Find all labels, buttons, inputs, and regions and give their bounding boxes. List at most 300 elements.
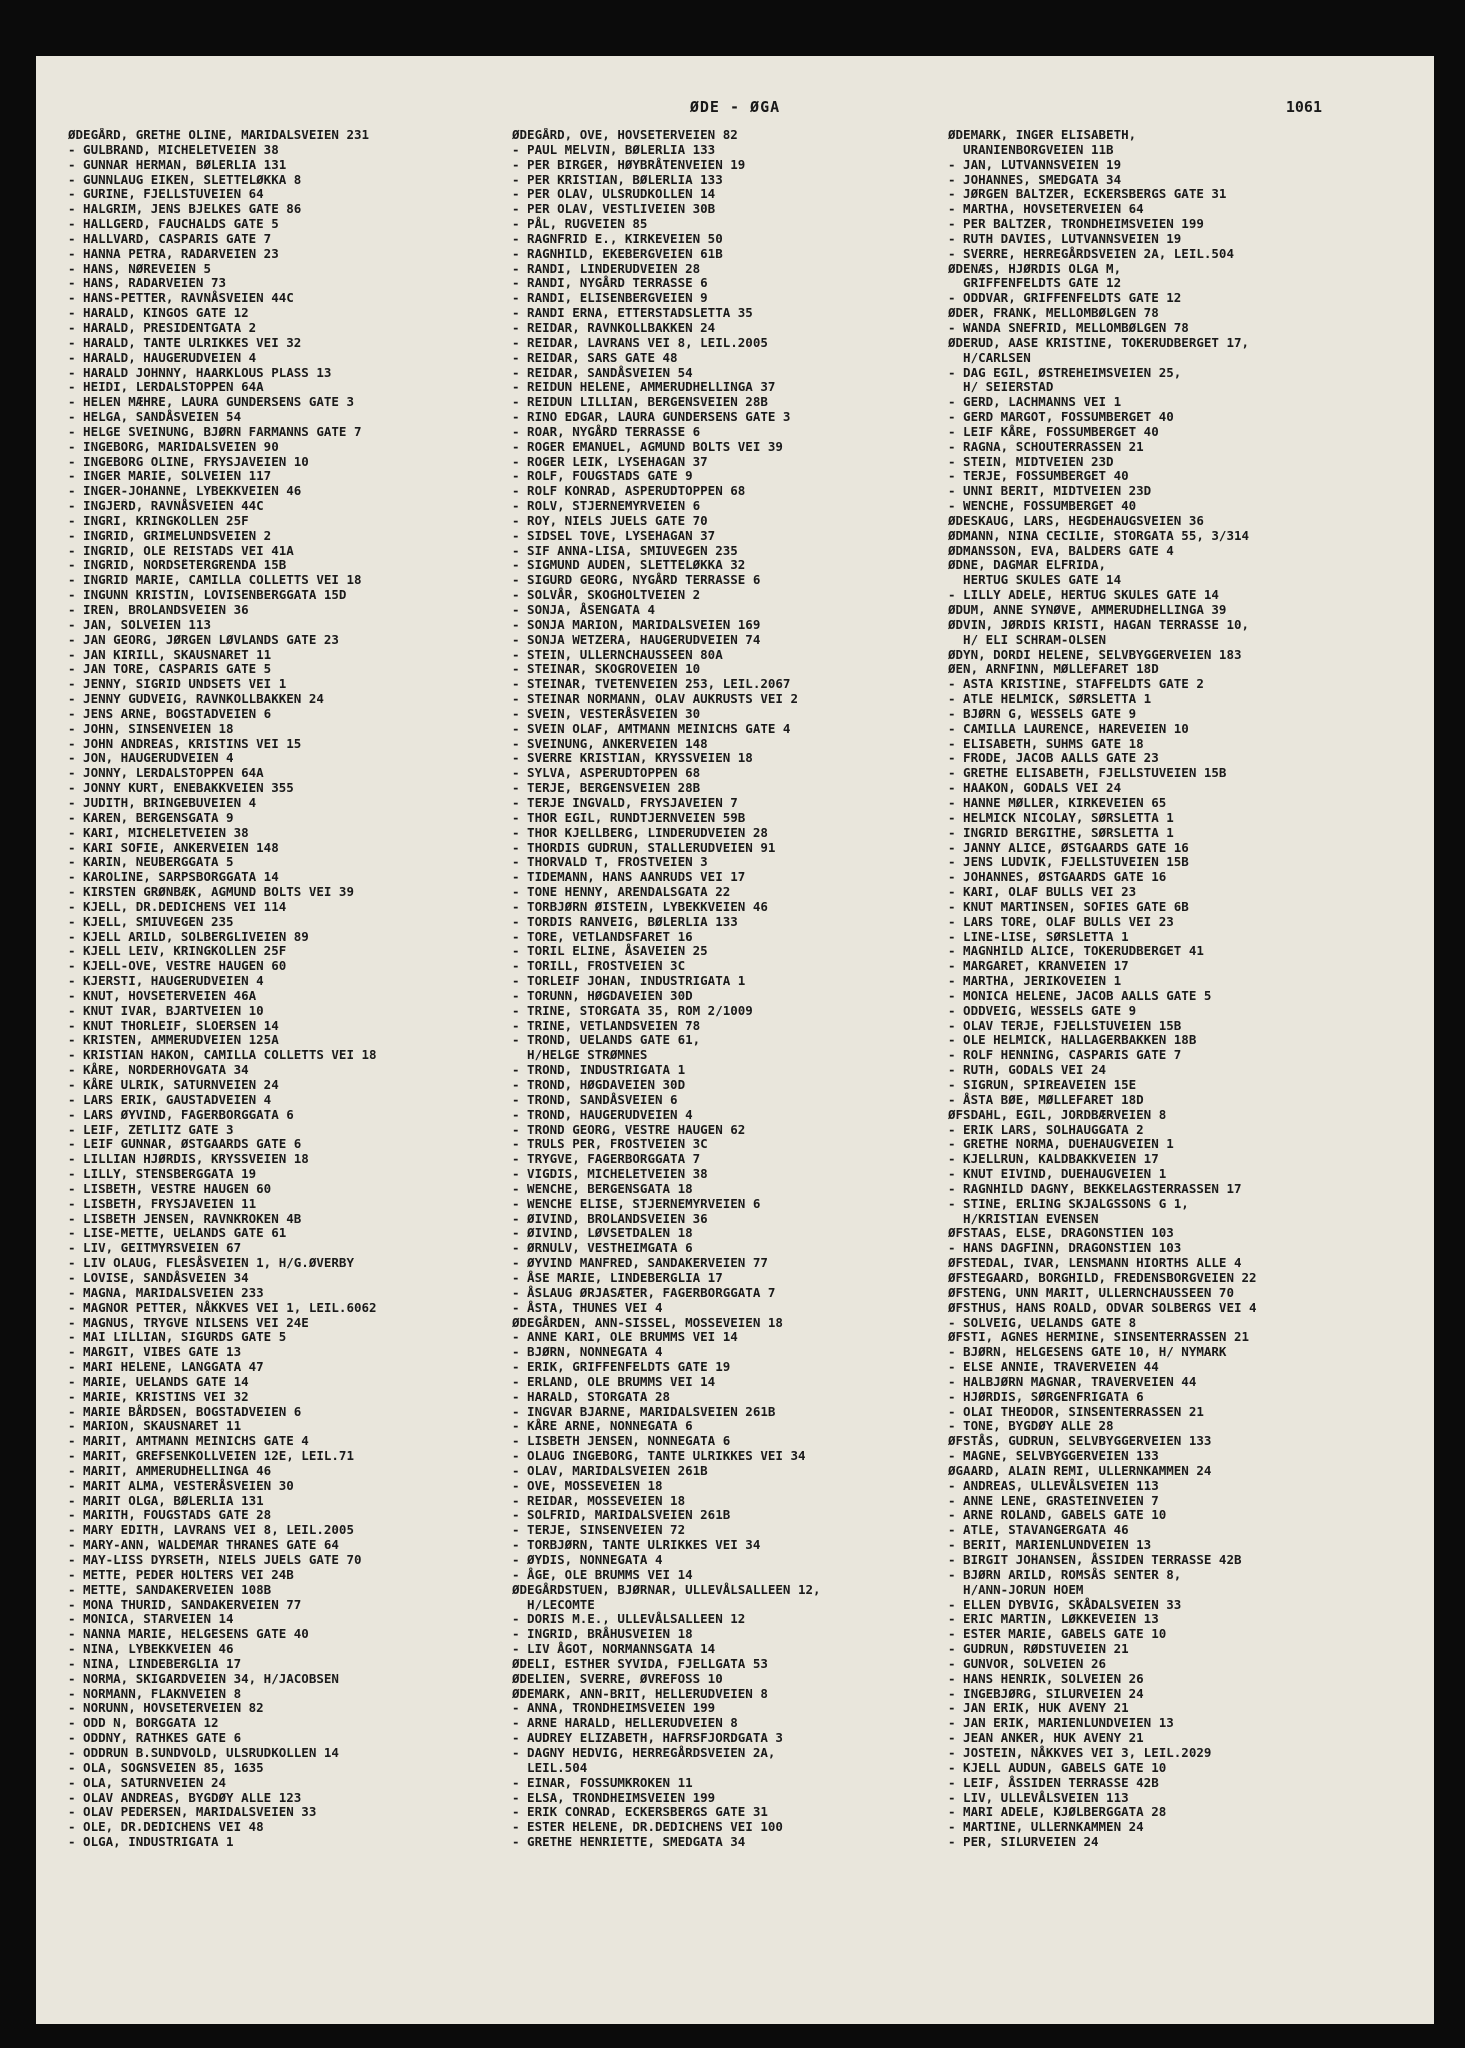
directory-entry: - ERIK CONRAD, ECKERSBERGS GATE 31	[512, 1804, 768, 1820]
directory-entry: - SOLVEIG, UELANDS GATE 8	[948, 1314, 1137, 1330]
directory-entry: - ØRNULV, VESTHEIMGATA 6	[512, 1240, 693, 1256]
directory-entry: - MARGARET, KRANVEIEN 17	[948, 958, 1129, 974]
directory-entry: HERTUG SKULES GATE 14	[948, 572, 1122, 588]
directory-entry: - ATLE, STAVANGERGATA 46	[948, 1522, 1129, 1538]
directory-entry: - BJØRN, NONNEGATA 4	[512, 1344, 663, 1360]
directory-entry: - REIDAR, LAVRANS VEI 8, LEIL.2005	[512, 334, 768, 350]
directory-entry: - NORUNN, HOVSETERVEIEN 82	[68, 1700, 264, 1716]
directory-entry: - HARALD, KINGOS GATE 12	[68, 305, 249, 321]
directory-entry: H/KRISTIAN EVENSEN	[948, 1210, 1099, 1226]
directory-entry: ØFSTAAS, ELSE, DRAGONSTIEN 103	[948, 1225, 1174, 1241]
directory-entry: - VIGDIS, MICHELETVEIEN 38	[512, 1166, 708, 1182]
directory-entry: - MARGIT, VIBES GATE 13	[68, 1344, 242, 1360]
directory-entry: - LEIF, ZETLITZ GATE 3	[68, 1121, 234, 1137]
directory-entry: ØDMANN, NINA CECILIE, STORGATA 55, 3/314	[948, 527, 1250, 543]
directory-entry: - OLAUG INGEBORG, TANTE ULRIKKES VEI 34	[512, 1448, 806, 1464]
directory-entry: - DAG EGIL, ØSTREHEIMSVEIEN 25,	[948, 364, 1182, 380]
directory-entry: - LOVISE, SANDÅSVEIEN 34	[68, 1269, 249, 1285]
directory-entry: - MAY-LISS DYRSETH, NIELS JUELS GATE 70	[68, 1552, 362, 1567]
directory-entry: - KJELL, SMIUVEGEN 235	[68, 913, 234, 929]
directory-entry: - MAGNE, SELVBYGGERVEIEN 133	[948, 1448, 1159, 1464]
directory-entry: - SOLVÅR, SKOGHOLTVEIEN 2	[512, 587, 701, 603]
directory-entry: - LILLY ADELE, HERTUG SKULES GATE 14	[948, 587, 1219, 603]
directory-entry: - THOR EGIL, RUNDTJERNVEIEN 59B	[512, 809, 746, 825]
directory-entry: - HANS-PETTER, RAVNÅSVEIEN 44C	[68, 290, 294, 306]
directory-entry: - HANS HENRIK, SOLVEIEN 26	[948, 1670, 1144, 1686]
directory-entry: - INGRID MARIE, CAMILLA COLLETTS VEI 18	[68, 572, 362, 588]
directory-entry: - SIGRUN, SPIREAVEIEN 15E	[948, 1077, 1137, 1092]
directory-entry: - LIV, ULLEVÅLSVEIEN 113	[948, 1789, 1129, 1805]
directory-entry: ØDEGÅRDEN, ANN-SISSEL, MOSSEVEIEN 18	[512, 1314, 783, 1330]
directory-entry: - MARTHA, JERIKOVEIEN 1	[948, 973, 1122, 989]
directory-entry: - LISBETH JENSEN, RAVNKROKEN 4B	[68, 1210, 302, 1226]
directory-entry: - LISBETH, VESTRE HAUGEN 60	[68, 1180, 272, 1196]
directory-entry: - OLE HELMICK, HALLAGERBAKKEN 18B	[948, 1032, 1197, 1048]
directory-entry: - SONJA WETZERA, HAUGERUDVEIEN 74	[512, 631, 761, 647]
directory-entry: - RANDI, ELISENBERGVEIEN 9	[512, 290, 708, 306]
directory-entry: - LILLIAN HJØRDIS, KRYSSVEIEN 18	[68, 1151, 309, 1167]
directory-entry: H/LECOMTE	[512, 1596, 595, 1612]
directory-entry: - SIGMUND AUDEN, SLETTELØKKA 32	[512, 557, 746, 573]
directory-entry: - MONICA, STARVEIEN 14	[68, 1611, 234, 1627]
directory-entry: - HANS, RADARVEIEN 73	[68, 275, 227, 291]
directory-entry: - OLAV TERJE, FJELLSTUVEIEN 15B	[948, 1017, 1182, 1033]
directory-entry: - HELGE SVEINUNG, BJØRN FARMANNS GATE 7	[68, 423, 362, 439]
directory-entry: - KARI SOFIE, ANKERVEIEN 148	[68, 839, 279, 855]
directory-entry: - GULBRAND, MICHELETVEIEN 38	[68, 141, 279, 157]
directory-entry: ØFSTEDAL, IVAR, LENSMANN HIORTHS ALLE 4	[948, 1255, 1242, 1271]
directory-entry: - RANDI, LINDERUDVEIEN 28	[512, 260, 701, 276]
directory-entry: - KIRSTEN GRØNBÆK, AGMUND BOLTS VEI 39	[68, 884, 354, 900]
directory-entry: - MARIT OLGA, BØLERLIA 131	[68, 1492, 264, 1508]
directory-entry: - KARIN, NEUBERGGATA 5	[68, 854, 234, 870]
directory-entry: - KJELLRUN, KALDBAKKVEIEN 17	[948, 1151, 1159, 1167]
directory-entry: ØGAARD, ALAIN REMI, ULLERNKAMMEN 24	[948, 1462, 1212, 1478]
directory-entry: - RUTH, GODALS VEI 24	[948, 1062, 1107, 1078]
directory-entry: URANIENBORGVEIEN 11B	[948, 141, 1114, 157]
directory-entry: - ANNE LENE, GRASTEINVEIEN 7	[948, 1492, 1159, 1508]
directory-entry: - OLGA, INDUSTRIGATA 1	[68, 1834, 234, 1850]
directory-entry: - OLAV, MARIDALSVEIEN 261B	[512, 1462, 708, 1478]
directory-entry: - MARTHA, HOVSETERVEIEN 64	[948, 201, 1144, 217]
directory-entry: ØDUM, ANNE SYNØVE, AMMERUDHELLINGA 39	[948, 602, 1227, 617]
directory-entry: - ØYVIND MANFRED, SANDAKERVEIEN 77	[512, 1255, 768, 1271]
directory-entry: ØFSTENG, UNN MARIT, ULLERNCHAUSSEEN 70	[948, 1284, 1234, 1300]
directory-entry: - KJELL, DR.DEDICHENS VEI 114	[68, 898, 287, 914]
directory-entry: - RAGNHILD, EKEBERGVEIEN 61B	[512, 245, 723, 261]
directory-entry: - GRETHE HENRIETTE, SMEDGATA 34	[512, 1834, 746, 1850]
directory-entry: - INGRID, OLE REISTADS VEI 41A	[68, 542, 294, 558]
directory-entry: - HELEN MÆHRE, LAURA GUNDERSENS GATE 3	[68, 394, 354, 410]
directory-entry: - ROY, NIELS JUELS GATE 70	[512, 512, 708, 528]
directory-entry: - JONNY KURT, ENEBAKKVEIEN 355	[68, 780, 294, 796]
directory-entry: - TORIL ELINE, ÅSAVEIEN 25	[512, 943, 708, 959]
directory-entry: - ÅSE MARIE, LINDEBERGLIA 17	[512, 1269, 723, 1285]
directory-entry: ØFSTEGAARD, BORGHILD, FREDENSBORGVEIEN 22	[948, 1269, 1257, 1285]
directory-entry: - BIRGIT JOHANSEN, ÅSSIDEN TERRASSE 42B	[948, 1552, 1242, 1567]
directory-entry: - OLE, DR.DEDICHENS VEI 48	[68, 1819, 264, 1835]
directory-entry: - EINAR, FOSSUMKROKEN 11	[512, 1774, 693, 1790]
column-1	[68, 128, 508, 1850]
directory-entry: - JAN GEORG, JØRGEN LØVLANDS GATE 23	[68, 631, 339, 647]
directory-entry: - TONE HENNY, ARENDALSGATA 22	[512, 884, 731, 900]
directory-entry: - ÅSLAUG ØRJASÆTER, FAGERBORGGATA 7	[512, 1284, 776, 1300]
column-3	[948, 128, 1426, 1850]
directory-entry: - JENNY GUDVEIG, RAVNKOLLBAKKEN 24	[68, 691, 324, 707]
directory-entry: - HANNA PETRA, RADARVEIEN 23	[68, 245, 279, 261]
directory-page	[36, 56, 1434, 2024]
directory-entry: - MARIE BÅRDSEN, BOGSTADVEIEN 6	[68, 1403, 302, 1419]
directory-entry: - KNUT MARTINSEN, SOFIES GATE 6B	[948, 898, 1189, 914]
directory-entry: - ODDNY, RATHKES GATE 6	[68, 1730, 242, 1746]
directory-entry: - CAMILLA LAURENCE, HAREVEIEN 10	[948, 720, 1189, 736]
directory-entry: - TERJE, BERGENSVEIEN 28B	[512, 780, 701, 796]
directory-entry: - JAN KIRILL, SKAUSNARET 11	[68, 646, 272, 662]
directory-entry: - TRINE, VETLANDSVEIEN 78	[512, 1017, 701, 1033]
directory-entry: - TRYGVE, FAGERBORGGATA 7	[512, 1151, 701, 1167]
directory-entry: - RAGNA, SCHOUTERRASSEN 21	[948, 438, 1144, 454]
directory-entry: - ODDVEIG, WESSELS GATE 9	[948, 1002, 1137, 1018]
directory-entry: - KARI, OLAF BULLS VEI 23	[948, 884, 1137, 900]
directory-entry: - JØRGEN BALTZER, ECKERSBERGS GATE 31	[948, 186, 1227, 202]
directory-entry: - PER OLAV, VESTLIVEIEN 30B	[512, 201, 716, 217]
directory-entry: - ANNE KARI, OLE BRUMMS VEI 14	[512, 1329, 738, 1345]
directory-entry: - ROAR, NYGÅRD TERRASSE 6	[512, 423, 701, 439]
directory-entry: - SVERRE KRISTIAN, KRYSSVEIEN 18	[512, 750, 753, 766]
directory-entry: - TIDEMANN, HANS AANRUDS VEI 17	[512, 869, 746, 885]
directory-entry: - ROLV, STJERNEMYRVEIEN 6	[512, 498, 701, 514]
directory-entry: - BJØRN, HELGESENS GATE 10, H/ NYMARK	[948, 1344, 1227, 1360]
directory-entry: - HELGA, SANDÅSVEIEN 54	[68, 409, 242, 425]
directory-entry: ØDMANSSON, EVA, BALDERS GATE 4	[948, 542, 1174, 558]
directory-entry: - IREN, BROLANDSVEIEN 36	[68, 602, 249, 617]
directory-entry: - INGER MARIE, SOLVEIEN 117	[68, 468, 272, 484]
directory-entry: - NORMA, SKIGARDVEIEN 34, H/JACOBSEN	[68, 1670, 339, 1686]
directory-entry: - BJØRN G, WESSELS GATE 9	[948, 705, 1137, 721]
directory-entry: - ANDREAS, ULLEVÅLSVEIEN 113	[948, 1477, 1159, 1493]
directory-entry: - PER OLAV, ULSRUDKOLLEN 14	[512, 186, 716, 202]
directory-entry: - TORLEIF JOHAN, INDUSTRIGATA 1	[512, 973, 746, 989]
directory-entry: - SOLFRID, MARIDALSVEIEN 261B	[512, 1507, 731, 1523]
directory-entry: - DORIS M.E., ULLEVÅLSALLEEN 12	[512, 1611, 746, 1627]
directory-entry: GRIFFENFELDTS GATE 12	[948, 275, 1122, 291]
directory-entry: - KÅRE ULRIK, SATURNVEIEN 24	[68, 1077, 279, 1092]
directory-entry: - PAUL MELVIN, BØLERLIA 133	[512, 141, 716, 157]
directory-entry: - HELMICK NICOLAY, SØRSLETTA 1	[948, 809, 1174, 825]
directory-entry: - JANNY ALICE, ØSTGAARDS GATE 16	[948, 839, 1189, 855]
directory-entry: - RINO EDGAR, LAURA GUNDERSENS GATE 3	[512, 409, 791, 425]
directory-entry: - HANNE MØLLER, KIRKEVEIEN 65	[948, 794, 1167, 810]
directory-entry: - ROGER EMANUEL, AGMUND BOLTS VEI 39	[512, 438, 783, 454]
directory-entry: - JAN, LUTVANNSVEIEN 19	[948, 156, 1122, 172]
directory-entry: - WANDA SNEFRID, MELLOMBØLGEN 78	[948, 319, 1189, 335]
directory-entry: - HARALD, STORGATA 28	[512, 1388, 671, 1404]
directory-entry: - GURINE, FJELLSTUVEIEN 64	[68, 186, 264, 202]
directory-entry: ØDERUD, AASE KRISTINE, TOKERUDBERGET 17,	[948, 334, 1250, 350]
directory-entry: - FRODE, JACOB AALLS GATE 23	[948, 750, 1159, 766]
directory-entry: - SONJA MARION, MARIDALSVEIEN 169	[512, 616, 761, 632]
directory-entry: - JENS LUDVIK, FJELLSTUVEIEN 15B	[948, 854, 1189, 870]
directory-entry: - GUNNAR HERMAN, BØLERLIA 131	[68, 156, 287, 172]
directory-entry: - LISE-METTE, UELANDS GATE 61	[68, 1225, 287, 1241]
directory-entry: - JENS ARNE, BOGSTADVEIEN 6	[68, 705, 272, 721]
directory-entry: H/ SEIERSTAD	[948, 379, 1054, 395]
directory-entry: - SYLVA, ASPERUDTOPPEN 68	[512, 765, 701, 781]
directory-entry: ØDYN, DORDI HELENE, SELVBYGGERVEIEN 183	[948, 646, 1242, 662]
directory-entry: - SVERRE, HERREGÅRDSVEIEN 2A, LEIL.504	[948, 245, 1234, 261]
directory-entry: - TERJE, FOSSUMBERGET 40	[948, 468, 1129, 484]
directory-entry: H/ANN-JORUN HOEM	[948, 1581, 1084, 1597]
directory-entry: - ERIK LARS, SOLHAUGGATA 2	[948, 1121, 1144, 1137]
directory-entry: - TORDIS RANVEIG, BØLERLIA 133	[512, 913, 738, 929]
directory-entry: - KNUT, HOVSETERVEIEN 46A	[68, 987, 257, 1003]
directory-entry: - MARIE, UELANDS GATE 14	[68, 1373, 249, 1389]
directory-entry: - WENCHE, BERGENSGATA 18	[512, 1180, 693, 1196]
directory-entry: - KJERSTI, HAUGERUDVEIEN 4	[68, 973, 264, 989]
directory-entry: - PER BALTZER, TRONDHEIMSVEIEN 199	[948, 216, 1204, 232]
directory-entry: - TROND GEORG, VESTRE HAUGEN 62	[512, 1121, 746, 1137]
column-2	[512, 128, 938, 1850]
directory-entry: - STEIN, ULLERNCHAUSSEEN 80A	[512, 646, 723, 662]
directory-entry: - MAGNA, MARIDALSVEIEN 233	[68, 1284, 264, 1300]
directory-entry: - SVEINUNG, ANKERVEIEN 148	[512, 735, 708, 751]
directory-entry: - JOHANNES, SMEDGATA 34	[948, 171, 1122, 187]
directory-entry: - ÅSTA BØE, MØLLEFARET 18D	[948, 1091, 1144, 1107]
directory-entry: LEIL.504	[512, 1759, 588, 1775]
directory-entry: - HARALD, PRESIDENTGATA 2	[68, 319, 257, 335]
directory-entry: - GUNNLAUG EIKEN, SLETTELØKKA 8	[68, 171, 302, 187]
directory-entry: - REIDUN HELENE, AMMERUDHELLINGA 37	[512, 379, 776, 395]
directory-entry: - NINA, LYBEKKVEIEN 46	[68, 1641, 234, 1657]
directory-entry: - ARNE HARALD, HELLERUDVEIEN 8	[512, 1715, 738, 1731]
directory-entry: - NORMANN, FLAKNVEIEN 8	[68, 1685, 242, 1701]
directory-entry: - HEIDI, LERDALSTOPPEN 64A	[68, 379, 264, 395]
directory-entry: - MAGNOR PETTER, NÅKKVES VEI 1, LEIL.6062	[68, 1299, 377, 1315]
directory-entry: - MAGNHILD ALICE, TOKERUDBERGET 41	[948, 943, 1204, 959]
directory-entry: - TROND, HAUGERUDVEIEN 4	[512, 1106, 693, 1122]
directory-entry: - ERIK, GRIFFENFELDTS GATE 19	[512, 1359, 731, 1375]
directory-entry: - SVEIN OLAF, AMTMANN MEINICHS GATE 4	[512, 720, 791, 736]
directory-entry: - THORDIS GUDRUN, STALLERUDVEIEN 91	[512, 839, 776, 855]
directory-entry: H/HELGE STRØMNES	[512, 1047, 648, 1063]
directory-entry: H/ ELI SCHRAM-OLSEN	[948, 631, 1107, 647]
directory-entry: - REIDAR, MOSSEVEIEN 18	[512, 1492, 686, 1508]
directory-entry: - KJELL ARILD, SOLBERGLIVEIEN 89	[68, 928, 309, 944]
directory-entry: - KRISTEN, AMMERUDVEIEN 125A	[68, 1032, 279, 1048]
directory-entry: - MAGNUS, TRYGVE NILSENS VEI 24E	[68, 1314, 309, 1330]
directory-entry: - KNUT IVAR, BJARTVEIEN 10	[68, 1002, 264, 1018]
directory-entry: - THORVALD T, FROSTVEIEN 3	[512, 854, 708, 870]
directory-entry: - KÅRE ARNE, NONNEGATA 6	[512, 1418, 693, 1434]
directory-entry: ØFSTI, AGNES HERMINE, SINSENTERRASSEN 21	[948, 1329, 1250, 1345]
directory-entry: - JAN ERIK, MARIENLUNDVEIEN 13	[948, 1715, 1174, 1731]
directory-entry: - LISBETH, FRYSJAVEIEN 11	[68, 1195, 257, 1211]
directory-entry: - LEIF GUNNAR, ØSTGAARDS GATE 6	[68, 1136, 302, 1152]
directory-entry: ØFSDAHL, EGIL, JORDBÆRVEIEN 8	[948, 1106, 1167, 1122]
directory-entry: - THOR KJELLBERG, LINDERUDVEIEN 28	[512, 824, 768, 840]
directory-entry: - RANDI, NYGÅRD TERRASSE 6	[512, 275, 708, 291]
directory-entry: - INGEBORG, MARIDALSVEIEN 90	[68, 438, 279, 454]
directory-entry: - LINE-LISE, SØRSLETTA 1	[948, 928, 1129, 944]
page-number: 1061	[1285, 98, 1322, 116]
directory-entry: - METTE, SANDAKERVEIEN 108B	[68, 1581, 272, 1597]
directory-entry: - TROND, UELANDS GATE 61,	[512, 1032, 701, 1048]
directory-entry: - INGVAR BJARNE, MARIDALSVEIEN 261B	[512, 1403, 776, 1419]
directory-entry: - MARY EDITH, LAVRANS VEI 8, LEIL.2005	[68, 1522, 354, 1538]
directory-entry: - ØIVIND, BROLANDSVEIEN 36	[512, 1210, 708, 1226]
directory-entry: - TORBJØRN, TANTE ULRIKKES VEI 34	[512, 1537, 761, 1553]
directory-entry: - BJØRN ARILD, ROMSÅS SENTER 8,	[948, 1566, 1182, 1582]
directory-entry: ØDESKAUG, LARS, HEGDEHAUGSVEIEN 36	[948, 512, 1204, 528]
directory-entry: - HARALD JOHNNY, HAARKLOUS PLASS 13	[68, 364, 332, 380]
directory-entry: ØEN, ARNFINN, MØLLEFARET 18D	[948, 661, 1159, 677]
directory-entry: - PER KRISTIAN, BØLERLIA 133	[512, 171, 723, 187]
directory-entry: - MAI LILLIAN, SIGURDS GATE 5	[68, 1329, 287, 1345]
directory-entry: - ØIVIND, LØVSETDALEN 18	[512, 1225, 693, 1241]
directory-entry: - MARIT ALMA, VESTERÅSVEIEN 30	[68, 1477, 294, 1493]
directory-entry: - MARIT, AMMERUDHELLINGA 46	[68, 1462, 272, 1478]
directory-entry: - ODDVAR, GRIFFENFELDTS GATE 12	[948, 290, 1182, 306]
directory-entry: - INGRID, BRÅHUSVEIEN 18	[512, 1626, 693, 1642]
directory-entry: - WENCHE, FOSSUMBERGET 40	[948, 498, 1137, 514]
directory-entry: - MARIE, KRISTINS VEI 32	[68, 1388, 249, 1404]
directory-entry: - STEINAR, TVETENVEIEN 253, LEIL.2067	[512, 676, 791, 692]
directory-entry: - OLAI THEODOR, SINSENTERRASSEN 21	[948, 1403, 1204, 1419]
directory-entry: - INGUNN KRISTIN, LOVISENBERGGATA 15D	[68, 587, 347, 603]
directory-entry: - JAN, SOLVEIEN 113	[68, 616, 211, 632]
directory-entry: - DAGNY HEDVIG, HERREGÅRDSVEIEN 2A,	[512, 1744, 776, 1760]
directory-entry: - JAN TORE, CASPARIS GATE 5	[68, 661, 272, 677]
directory-entry: - INGJERD, RAVNÅSVEIEN 44C	[68, 498, 264, 514]
directory-entry: - RAGNHILD DAGNY, BEKKELAGSTERRASSEN 17	[948, 1180, 1242, 1196]
directory-entry: - GRETHE NORMA, DUEHAUGVEIEN 1	[948, 1136, 1174, 1152]
directory-entry: - MARIT, GREFSENKOLLVEIEN 12E, LEIL.71	[68, 1448, 354, 1464]
directory-entry: - TROND, HØGDAVEIEN 30D	[512, 1077, 686, 1092]
directory-entry: - PER, SILURVEIEN 24	[948, 1834, 1099, 1850]
directory-entry: - TERJE, SINSENVEIEN 72	[512, 1522, 686, 1538]
directory-entry: ØDEGÅRD, OVE, HOVSETERVEIEN 82	[512, 128, 738, 142]
directory-entry: - OLAV PEDERSEN, MARIDALSVEIEN 33	[68, 1804, 317, 1820]
directory-entry: ØFSTÅS, GUDRUN, SELVBYGGERVEIEN 133	[948, 1433, 1212, 1449]
directory-entry: - HAAKON, GODALS VEI 24	[948, 780, 1122, 796]
directory-entry: - ANNA, TRONDHEIMSVEIEN 199	[512, 1700, 716, 1716]
directory-entry: - ROGER LEIK, LYSEHAGAN 37	[512, 453, 708, 469]
directory-entry: - KNUT THORLEIF, SLOERSEN 14	[68, 1017, 279, 1033]
directory-entry: - ROLF KONRAD, ASPERUDTOPPEN 68	[512, 483, 746, 499]
directory-entry: - MARION, SKAUSNARET 11	[68, 1418, 242, 1434]
directory-entry: - INGRID, GRIMELUNDSVEIEN 2	[68, 527, 272, 543]
directory-entry: ØDEMARK, INGER ELISABETH,	[948, 128, 1137, 142]
directory-entry: - ØYDIS, NONNEGATA 4	[512, 1552, 663, 1567]
directory-entry: - GUDRUN, RØDSTUVEIEN 21	[948, 1641, 1129, 1657]
directory-entry: - TORILL, FROSTVEIEN 3C	[512, 958, 686, 974]
directory-entry: - TORBJØRN ØISTEIN, LYBEKKVEIEN 46	[512, 898, 768, 914]
directory-entry: - KARI, MICHELETVEIEN 38	[68, 824, 249, 840]
directory-entry: - KÅRE, NORDERHOVGATA 34	[68, 1062, 249, 1078]
directory-entry: ØDEMARK, ANN-BRIT, HELLERUDVEIEN 8	[512, 1685, 768, 1701]
directory-entry: - TRULS PER, FROSTVEIEN 3C	[512, 1136, 708, 1152]
directory-entry: - PER BIRGER, HØYBRÅTENVEIEN 19	[512, 156, 746, 172]
directory-entry: ØDER, FRANK, MELLOMBØLGEN 78	[948, 305, 1159, 321]
directory-entry: - REIDAR, RAVNKOLLBAKKEN 24	[512, 319, 716, 335]
directory-entry: - LISBETH JENSEN, NONNEGATA 6	[512, 1433, 731, 1449]
directory-entry: - JUDITH, BRINGEBUVEIEN 4	[68, 794, 257, 810]
directory-entry: - HALLVARD, CASPARIS GATE 7	[68, 230, 272, 246]
directory-entry: - TORE, VETLANDSFARET 16	[512, 928, 693, 944]
directory-entry: - ERLAND, OLE BRUMMS VEI 14	[512, 1373, 716, 1389]
directory-entry: - GERD, LACHMANNS VEI 1	[948, 394, 1122, 410]
directory-entry: - AUDREY ELIZABETH, HAFRSFJORDGATA 3	[512, 1730, 783, 1746]
directory-entry: - INGEBJØRG, SILURVEIEN 24	[948, 1685, 1144, 1701]
directory-entry: - ELSA, TRONDHEIMSVEIEN 199	[512, 1789, 716, 1805]
directory-entry: - KRISTIAN HAKON, CAMILLA COLLETTS VEI 18	[68, 1047, 377, 1063]
directory-entry: - ELSE ANNIE, TRAVERVEIEN 44	[948, 1359, 1159, 1375]
directory-entry: - BERIT, MARIENLUNDVEIEN 13	[948, 1537, 1152, 1553]
directory-entry: - REIDAR, SARS GATE 48	[512, 349, 678, 365]
directory-entry: - REIDAR, SANDÅSVEIEN 54	[512, 364, 693, 380]
directory-entry: - KNUT EIVIND, DUEHAUGVEIEN 1	[948, 1166, 1167, 1182]
directory-entry: - KAREN, BERGENSGATA 9	[68, 809, 234, 825]
directory-entry: - HALGRIM, JENS BJELKES GATE 86	[68, 201, 302, 217]
directory-entry: - TORUNN, HØGDAVEIEN 30D	[512, 987, 693, 1003]
directory-entry: - ESTER HELENE, DR.DEDICHENS VEI 100	[512, 1819, 783, 1835]
directory-entry: - PÅL, RUGVEIEN 85	[512, 216, 648, 232]
directory-entry: - TROND, SANDÅSVEIEN 6	[512, 1091, 678, 1107]
directory-entry: ØDENÆS, HJØRDIS OLGA M,	[948, 260, 1122, 276]
directory-entry: - SIGURD GEORG, NYGÅRD TERRASSE 6	[512, 572, 761, 588]
directory-entry: - ATLE HELMICK, SØRSLETTA 1	[948, 691, 1152, 707]
directory-entry: ØDELI, ESTHER SYVIDA, FJELLGATA 53	[512, 1655, 768, 1671]
directory-entry: - TERJE INGVALD, FRYSJAVEIEN 7	[512, 794, 738, 810]
directory-entry: - KJELL AUDUN, GABELS GATE 10	[948, 1759, 1167, 1775]
directory-entry: ØDEGÅRD, GRETHE OLINE, MARIDALSVEIEN 231	[68, 128, 370, 142]
directory-entry: - LARS TORE, OLAF BULLS VEI 23	[948, 913, 1174, 929]
directory-entry: - ASTA KRISTINE, STAFFELDTS GATE 2	[948, 676, 1204, 692]
directory-entry: - LILLY, STENSBERGGATA 19	[68, 1166, 257, 1182]
directory-entry: - LIV OLAUG, FLESÅSVEIEN 1, H/G.ØVERBY	[68, 1255, 354, 1271]
directory-entry: - RANDI ERNA, ETTERSTADSLETTA 35	[512, 305, 753, 321]
directory-entry: - INGRI, KRINGKOLLEN 25F	[68, 512, 249, 528]
directory-entry: - INGRID, NORDSETERGRENDA 15B	[68, 557, 287, 573]
directory-entry: - METTE, PEDER HOLTERS VEI 24B	[68, 1566, 294, 1582]
directory-entry: - MARITH, FOUGSTADS GATE 28	[68, 1507, 272, 1523]
directory-entry: - UNNI BERIT, MIDTVEIEN 23D	[948, 483, 1152, 499]
directory-entry: - NINA, LINDEBERGLIA 17	[68, 1655, 242, 1671]
directory-entry: - JENNY, SIGRID UNDSETS VEI 1	[68, 676, 287, 692]
directory-entry: - LEIF KÅRE, FOSSUMBERGET 40	[948, 423, 1159, 439]
directory-entry: ØDVIN, JØRDIS KRISTI, HAGAN TERRASSE 10,	[948, 616, 1250, 632]
directory-entry: - JON, HAUGERUDVEIEN 4	[68, 750, 234, 766]
directory-entry: - HJØRDIS, SØRGENFRIGATA 6	[948, 1388, 1144, 1404]
directory-entry: H/CARLSEN	[948, 349, 1031, 365]
directory-entry: - ODD N, BORGGATA 12	[68, 1715, 219, 1731]
directory-entry: - STEIN, MIDTVEIEN 23D	[948, 453, 1114, 469]
directory-entry: - HANS, NØREVEIEN 5	[68, 260, 211, 276]
directory-entry: - GERD MARGOT, FOSSUMBERGET 40	[948, 409, 1174, 425]
directory-entry: - KAROLINE, SARPSBORGGATA 14	[68, 869, 279, 885]
directory-entry: ØDEGÅRDSTUEN, BJØRNAR, ULLEVÅLSALLEEN 12,	[512, 1581, 821, 1597]
directory-entry: - JOHN ANDREAS, KRISTINS VEI 15	[68, 735, 302, 751]
directory-entry: - LEIF, ÅSSIDEN TERRASSE 42B	[948, 1774, 1159, 1790]
directory-entry: - ELLEN DYBVIG, SKÅDALSVEIEN 33	[948, 1596, 1182, 1612]
directory-entry: - LIV ÅGOT, NORMANNSGATA 14	[512, 1641, 716, 1657]
directory-entry: - TRINE, STORGATA 35, ROM 2/1009	[512, 1002, 753, 1018]
directory-entry: - MARIT, AMTMANN MEINICHS GATE 4	[68, 1433, 309, 1449]
directory-entry: - INGEBORG OLINE, FRYSJAVEIEN 10	[68, 453, 309, 469]
directory-entry: - KJELL LEIV, KRINGKOLLEN 25F	[68, 943, 287, 959]
directory-entry: - WENCHE ELISE, STJERNEMYRVEIEN 6	[512, 1195, 761, 1211]
directory-entry: - RAGNFRID E., KIRKEVEIEN 50	[512, 230, 723, 246]
